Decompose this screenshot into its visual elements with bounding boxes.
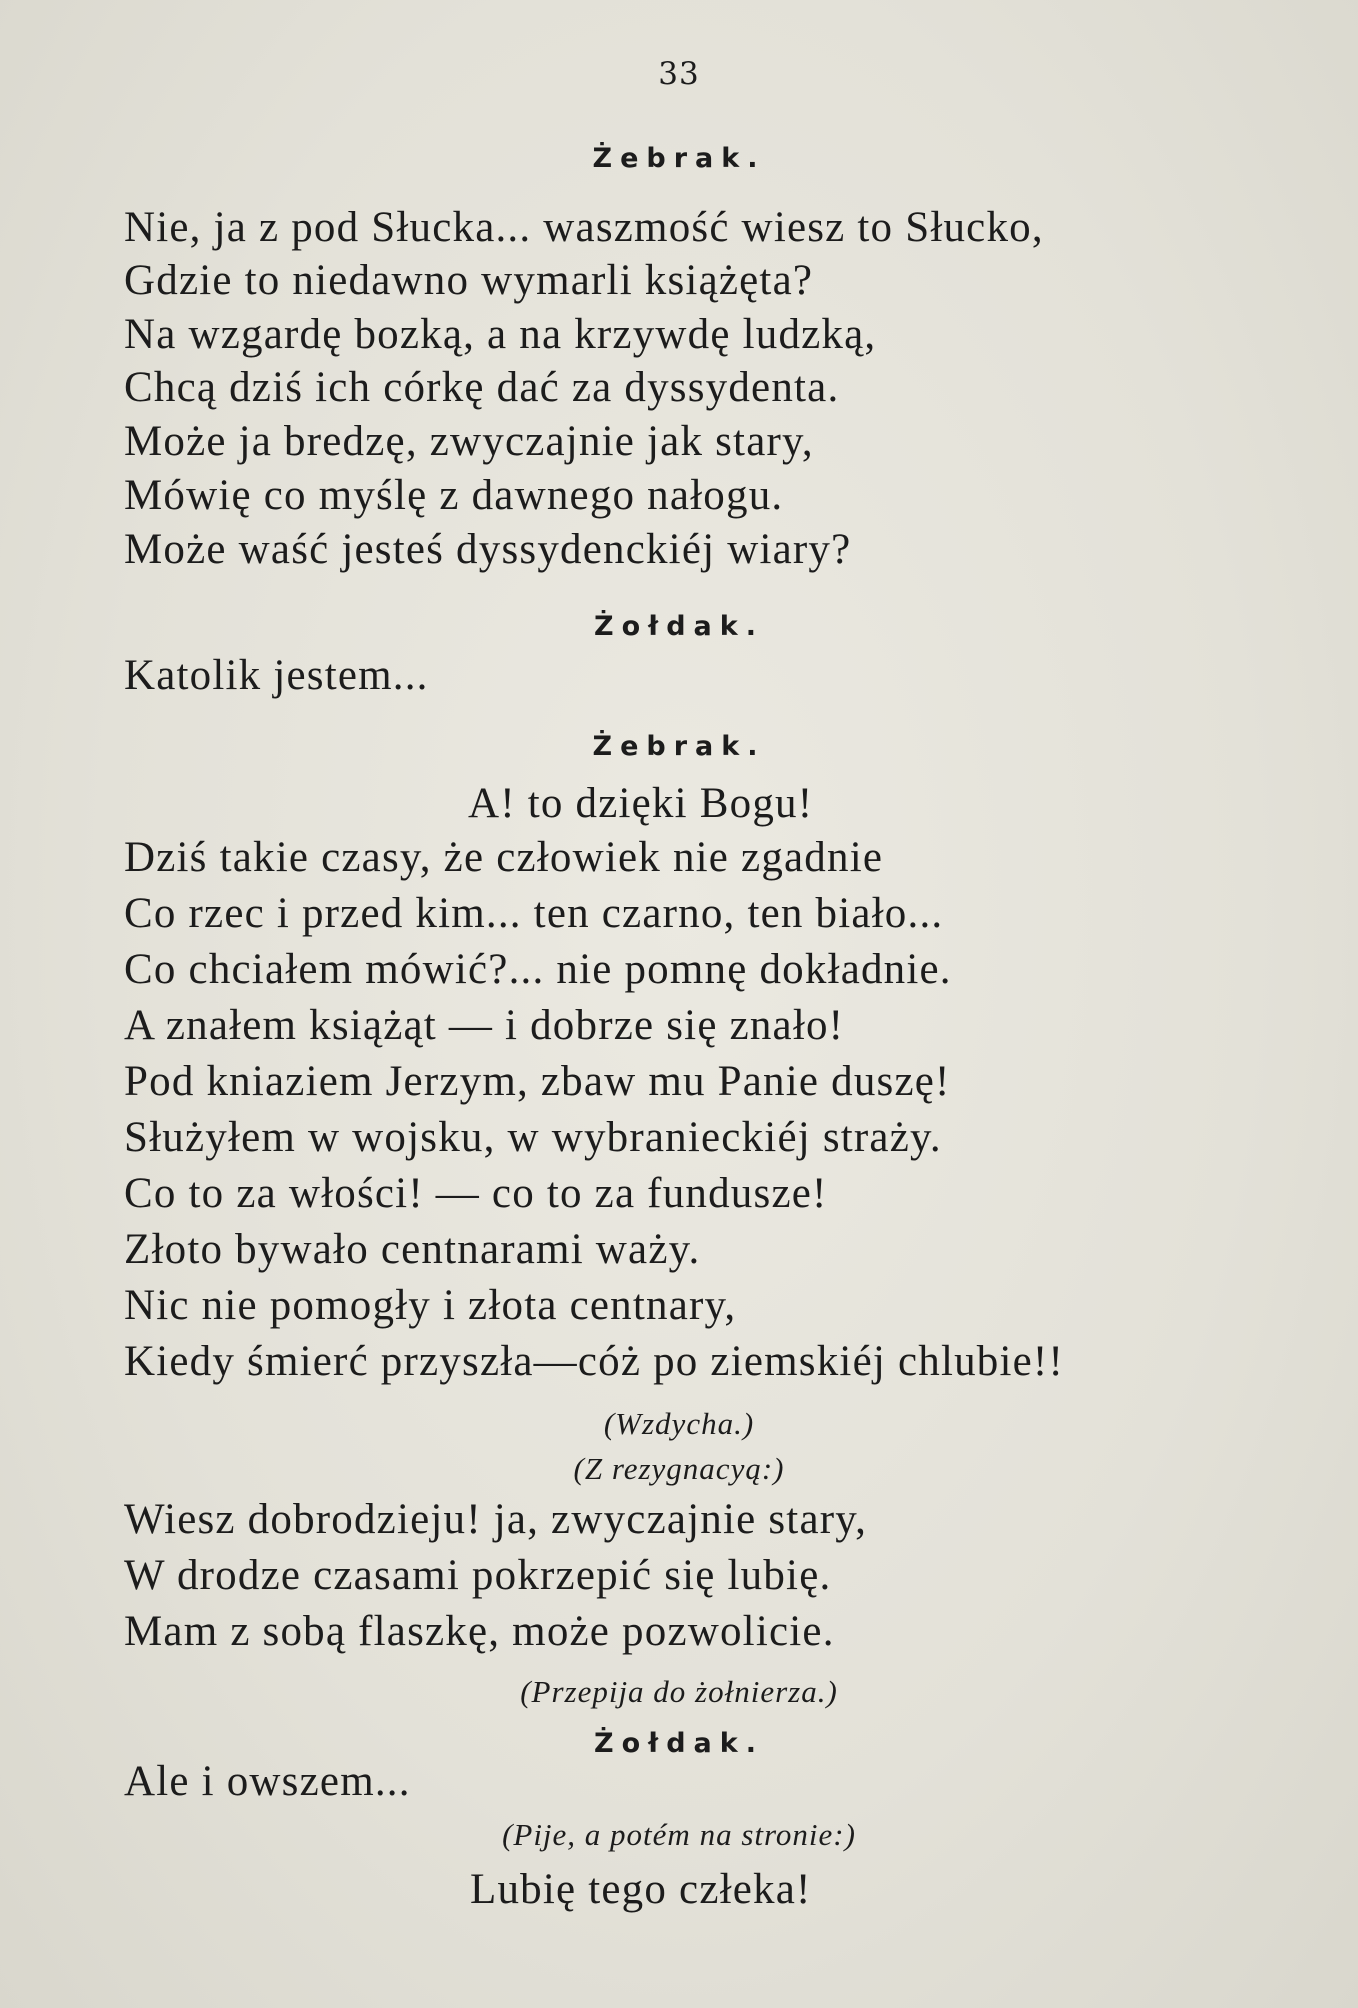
- stage-direction: (Przepija do żołnierza.): [520, 1674, 838, 1709]
- verse-line: Katolik jestem...: [124, 652, 429, 699]
- speaker-heading: Żołdak.: [594, 1728, 764, 1759]
- verse-line: Na wzgardę bozką, a na krzywdę ludzką,: [124, 311, 877, 358]
- verse-line: Chcą dziś ich córkę dać za dyssydenta.: [124, 364, 840, 411]
- verse-line: Służyłem w wojsku, w wybranieckiéj straży.: [124, 1114, 942, 1161]
- speaker-heading: Żebrak.: [592, 731, 766, 762]
- verse-line: A znałem książąt — i dobrze się znało!: [124, 1002, 845, 1049]
- speaker-heading: Żebrak.: [592, 143, 766, 174]
- verse-line: Co to za włości! — co to za fundusze!: [124, 1170, 828, 1217]
- page-number: 33: [658, 56, 700, 92]
- verse-line: Wiesz dobrodzieju! ja, zwyczajnie stary,: [124, 1496, 868, 1543]
- verse-line: Nie, ja z pod Słucka... waszmość wiesz to Słucko,: [124, 204, 1044, 251]
- speaker-heading: Żołdak.: [594, 611, 764, 642]
- verse-line: Mówię co myślę z dawnego nałogu.: [124, 472, 784, 519]
- stage-direction: (Z rezygnacyą:): [573, 1451, 785, 1486]
- verse-line: Może waść jesteś dyssydenckiéj wiary?: [124, 526, 852, 573]
- verse-line: Lubię tego człeka!: [470, 1866, 812, 1913]
- verse-line: Mam z sobą flaszkę, może pozwolicie.: [124, 1608, 835, 1655]
- stage-direction: (Pije, a potém na stronie:): [502, 1817, 856, 1852]
- verse-line: Pod kniaziem Jerzym, zbaw mu Panie duszę!: [124, 1058, 951, 1105]
- verse-line: Kiedy śmierć przyszła—cóż po ziemskiéj chlubie!!: [124, 1338, 1064, 1385]
- verse-line: A! to dzięki Bogu!: [468, 780, 814, 827]
- verse-line: Gdzie to niedawno wymarli książęta?: [124, 257, 814, 304]
- verse-line: W drodze czasami pokrzepić się lubię.: [124, 1552, 832, 1599]
- verse-line: Może ja bredzę, zwyczajnie jak stary,: [124, 418, 814, 465]
- verse-line: Co chciałem mówić?... nie pomnę dokładnie.: [124, 946, 952, 993]
- verse-line: Złoto bywało centnarami waży.: [124, 1226, 701, 1273]
- stage-direction: (Wzdycha.): [603, 1406, 755, 1441]
- verse-line: Dziś takie czasy, że człowiek nie zgadnie: [124, 834, 884, 881]
- verse-line: Co rzec i przed kim... ten czarno, ten biało...: [124, 890, 944, 937]
- verse-line: Ale i owszem...: [124, 1758, 411, 1805]
- verse-line: Nic nie pomogły i złota centnary,: [124, 1282, 737, 1329]
